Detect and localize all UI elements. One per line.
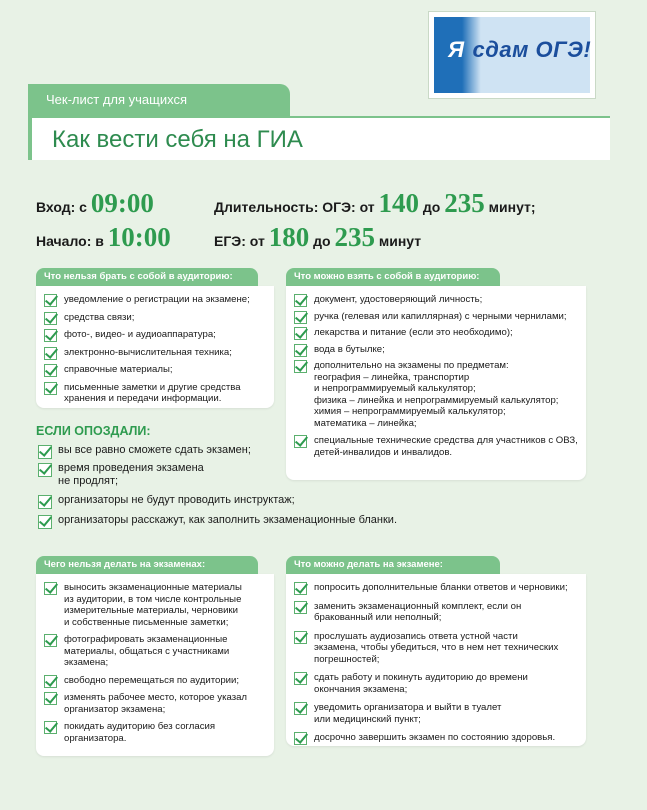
- check-icon: [294, 732, 307, 745]
- page-title: Как вести себя на ГИА: [52, 126, 303, 153]
- start-label: Начало: в: [36, 233, 104, 249]
- list-item: лекарства и питание (если это необходимо);: [292, 327, 584, 339]
- logo-slogan: сдам ОГЭ!: [472, 37, 592, 62]
- list-item: покидать аудиторию без согласия организатора.: [42, 721, 270, 744]
- check-icon: [44, 312, 57, 325]
- check-icon: [294, 327, 307, 340]
- logo: [434, 17, 590, 93]
- list-item: документ, удостоверяющий личность;: [292, 294, 584, 306]
- check-icon: [294, 702, 307, 715]
- late-title: ЕСЛИ ОПОЗДАЛИ:: [36, 424, 151, 438]
- list-item: специальные технические средства для участников с ОВЗ, детей-инвалидов и инвалидов.: [292, 435, 584, 458]
- check-icon: [44, 721, 57, 734]
- list-item: письменные заметки и другие средства хранения и передачи информации.: [42, 382, 270, 405]
- logo-frame: [428, 11, 596, 99]
- can-do-panel: [286, 574, 586, 746]
- list-item: вы все равно сможете сдать экзамен;: [36, 444, 516, 457]
- list-item: организаторы не будут проводить инструктаж;: [36, 494, 516, 507]
- check-icon: [44, 675, 57, 688]
- ege-label: ЕГЭ: от: [214, 233, 265, 249]
- list-item: организаторы расскажут, как заполнить экзаменационные бланки.: [36, 514, 516, 527]
- list-item: электронно-вычислительная техника;: [42, 347, 270, 359]
- check-icon: [294, 631, 307, 644]
- start-time-row: [36, 222, 171, 253]
- list-item: фото-, видео- и аудиоаппаратура;: [42, 329, 270, 341]
- list-item: уведомление о регистрации на экзамене;: [42, 294, 270, 306]
- can-do-list: [292, 582, 584, 744]
- oge-duration-row: [214, 188, 536, 219]
- logo-text: [448, 37, 592, 63]
- check-icon: [44, 582, 57, 595]
- oge-unit: минут;: [488, 199, 536, 215]
- ege-from: 180: [268, 222, 310, 252]
- check-icon: [38, 515, 52, 529]
- list-item: дополнительно на экзамены по предметам: география – линейка, транспортир и непрограммируемый калькулятор; физика – линейка и непрограммируемый калькулятор; химия – непрограммируемый калькулятор; математика – линейка;: [292, 360, 584, 429]
- entry-time-row: [36, 188, 154, 219]
- check-icon: [44, 634, 57, 647]
- list-item: изменять рабочее место, которое указал организатор экзамена;: [42, 692, 270, 715]
- cannot-bring-title: Что нельзя брать с собой в аудиторию:: [36, 268, 258, 286]
- cannot-bring-list: [42, 294, 270, 405]
- check-icon: [44, 347, 57, 360]
- cannot-do-panel: [36, 574, 274, 756]
- entry-label: Вход: с: [36, 199, 87, 215]
- ege-duration-row: [214, 222, 421, 253]
- start-time: 10:00: [107, 222, 171, 252]
- can-bring-list: [292, 294, 584, 458]
- check-icon: [294, 360, 307, 373]
- list-item: ручка (гелевая или капиллярная) с черными чернилами;: [292, 311, 584, 323]
- check-icon: [44, 329, 57, 342]
- list-item: сдать работу и покинуть аудиторию до времени окончания экзамена;: [292, 672, 584, 695]
- duration-label: Длительность: ОГЭ: от: [214, 199, 375, 215]
- entry-time: 09:00: [90, 188, 154, 218]
- check-icon: [44, 294, 57, 307]
- list-item: вода в бутылке;: [292, 344, 584, 356]
- ege-to: 235: [334, 222, 375, 252]
- list-item: фотографировать экзаменационные материалы, общаться с участниками экзамена;: [42, 634, 270, 669]
- check-icon: [44, 692, 57, 705]
- list-item: досрочно завершить экзамен по состоянию здоровья.: [292, 732, 584, 744]
- check-icon: [38, 495, 52, 509]
- check-icon: [44, 382, 57, 395]
- ege-unit: минут: [378, 233, 422, 249]
- check-icon: [38, 445, 52, 459]
- check-icon: [44, 364, 57, 377]
- list-item: заменить экзаменационный комплект, если он бракованный или неполный;: [292, 601, 584, 624]
- oge-to: 235: [444, 188, 485, 218]
- check-icon: [294, 582, 307, 595]
- ege-to-label: до: [313, 233, 331, 249]
- list-item: время проведения экзамена не продлят;: [36, 462, 516, 488]
- list-item: попросить дополнительные бланки ответов и черновики;: [292, 582, 584, 594]
- list-item: свободно перемещаться по аудитории;: [42, 675, 270, 687]
- check-icon: [294, 601, 307, 614]
- list-item: справочные материалы;: [42, 364, 270, 376]
- can-bring-title: Что можно взять с собой в аудиторию:: [286, 268, 500, 286]
- check-icon: [294, 294, 307, 307]
- can-do-title: Что можно делать на экзамене:: [286, 556, 500, 574]
- check-icon: [294, 672, 307, 685]
- cannot-do-title: Чего нельзя делать на экзаменах:: [36, 556, 258, 574]
- check-icon: [294, 311, 307, 324]
- check-icon: [294, 344, 307, 357]
- late-list: [36, 444, 516, 527]
- list-item: выносить экзаменационные материалы из аудитории, в том числе контрольные измерительные материалы, черновики и собственные письменные заметки;: [42, 582, 270, 628]
- list-item: уведомить организатора и выйти в туалет или медицинский пункт;: [292, 702, 584, 725]
- oge-from: 140: [378, 188, 420, 218]
- header-tag: Чек-лист для учащихся: [28, 84, 290, 116]
- cannot-do-list: [42, 582, 270, 744]
- logo-ya: Я: [448, 37, 465, 62]
- title-box: [28, 116, 610, 160]
- list-item: прослушать аудиозапись ответа устной части экзамена, чтобы убедиться, что в нем нет технических погрешностей;: [292, 631, 584, 666]
- oge-to-label: до: [422, 199, 441, 215]
- cannot-bring-panel: [36, 286, 274, 408]
- list-item: средства связи;: [42, 312, 270, 324]
- check-icon: [38, 463, 52, 477]
